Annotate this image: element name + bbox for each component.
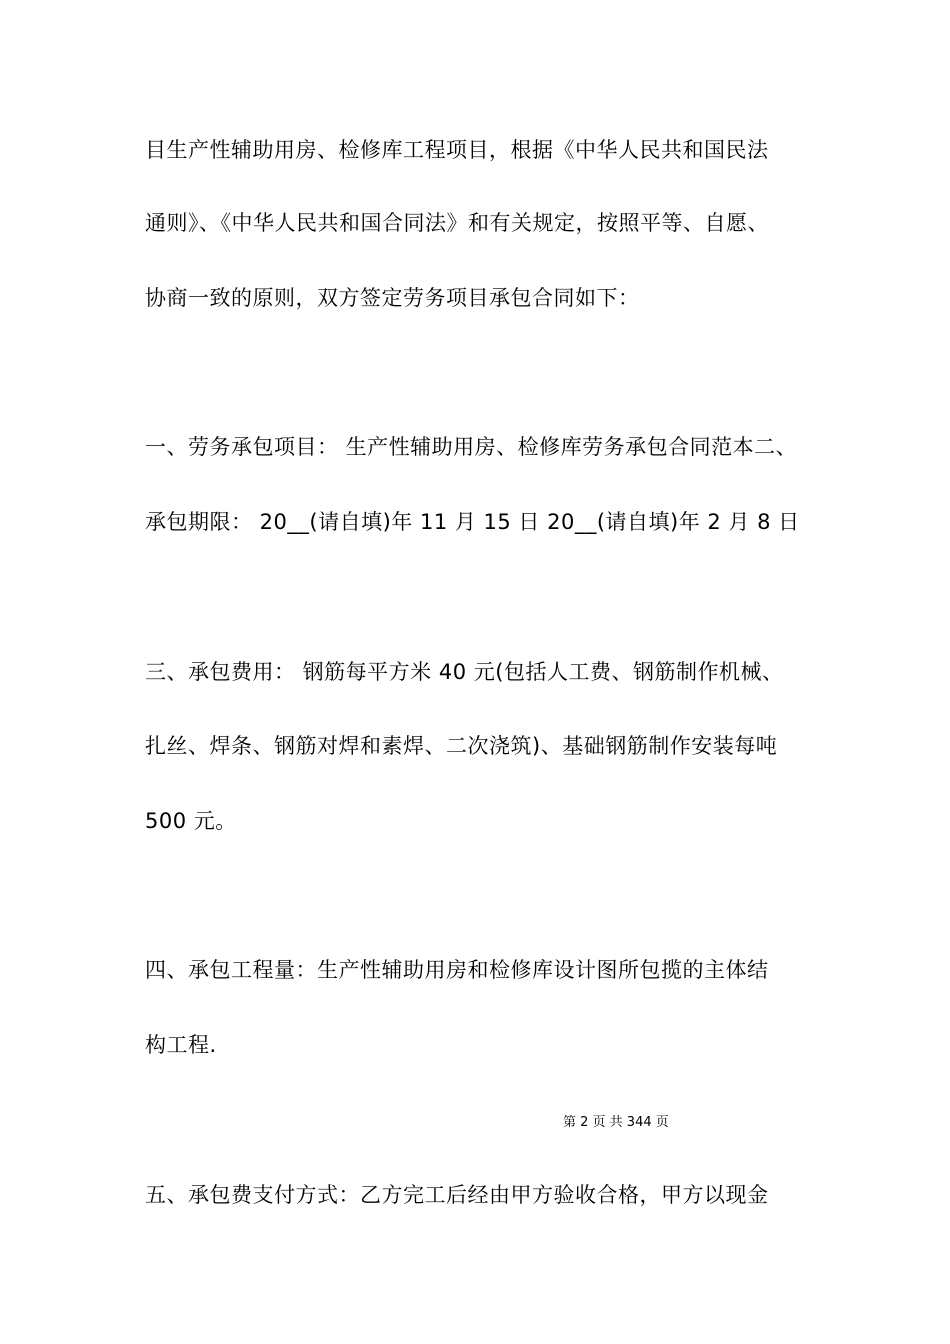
page-number-footer: 第 2 页 共 344 页 — [563, 1115, 669, 1130]
text-line: 目生产性辅助用房、检修库工程项目，根据《中华人民共和国民法 — [145, 138, 769, 162]
text-line: 一、劳务承包项目： 生产性辅助用房、检修库劳务承包合同范本二、 — [145, 435, 798, 459]
text-line: 扎丝、焊条、钢筋对焊和素焊、二次浇筑)、基础钢筋制作安装每吨 — [145, 734, 778, 758]
text-line: 通则》、《中华人民共和国合同法》和有关规定，按照平等、自愿、 — [145, 211, 769, 235]
text-line: 三、承包费用： 钢筋每平方米 40 元(包括人工费、钢筋制作机械、 — [145, 660, 784, 684]
text-line: 构工程. — [145, 1033, 217, 1057]
text-line: 四、承包工程量：生产性辅助用房和检修库设计图所包揽的主体结 — [145, 958, 769, 982]
text-line: 500 元。 — [145, 809, 237, 833]
text-line: 协商一致的原则，双方签定劳务项目承包合同如下： — [145, 286, 640, 310]
text-line: 五、承包费支付方式：乙方完工后经由甲方验收合格，甲方以现金 — [145, 1183, 769, 1207]
text-line: 承包期限： 20__(请自填)年 11 月 15 日 20__(请自填)年 2 月 8 日 — [145, 510, 800, 534]
